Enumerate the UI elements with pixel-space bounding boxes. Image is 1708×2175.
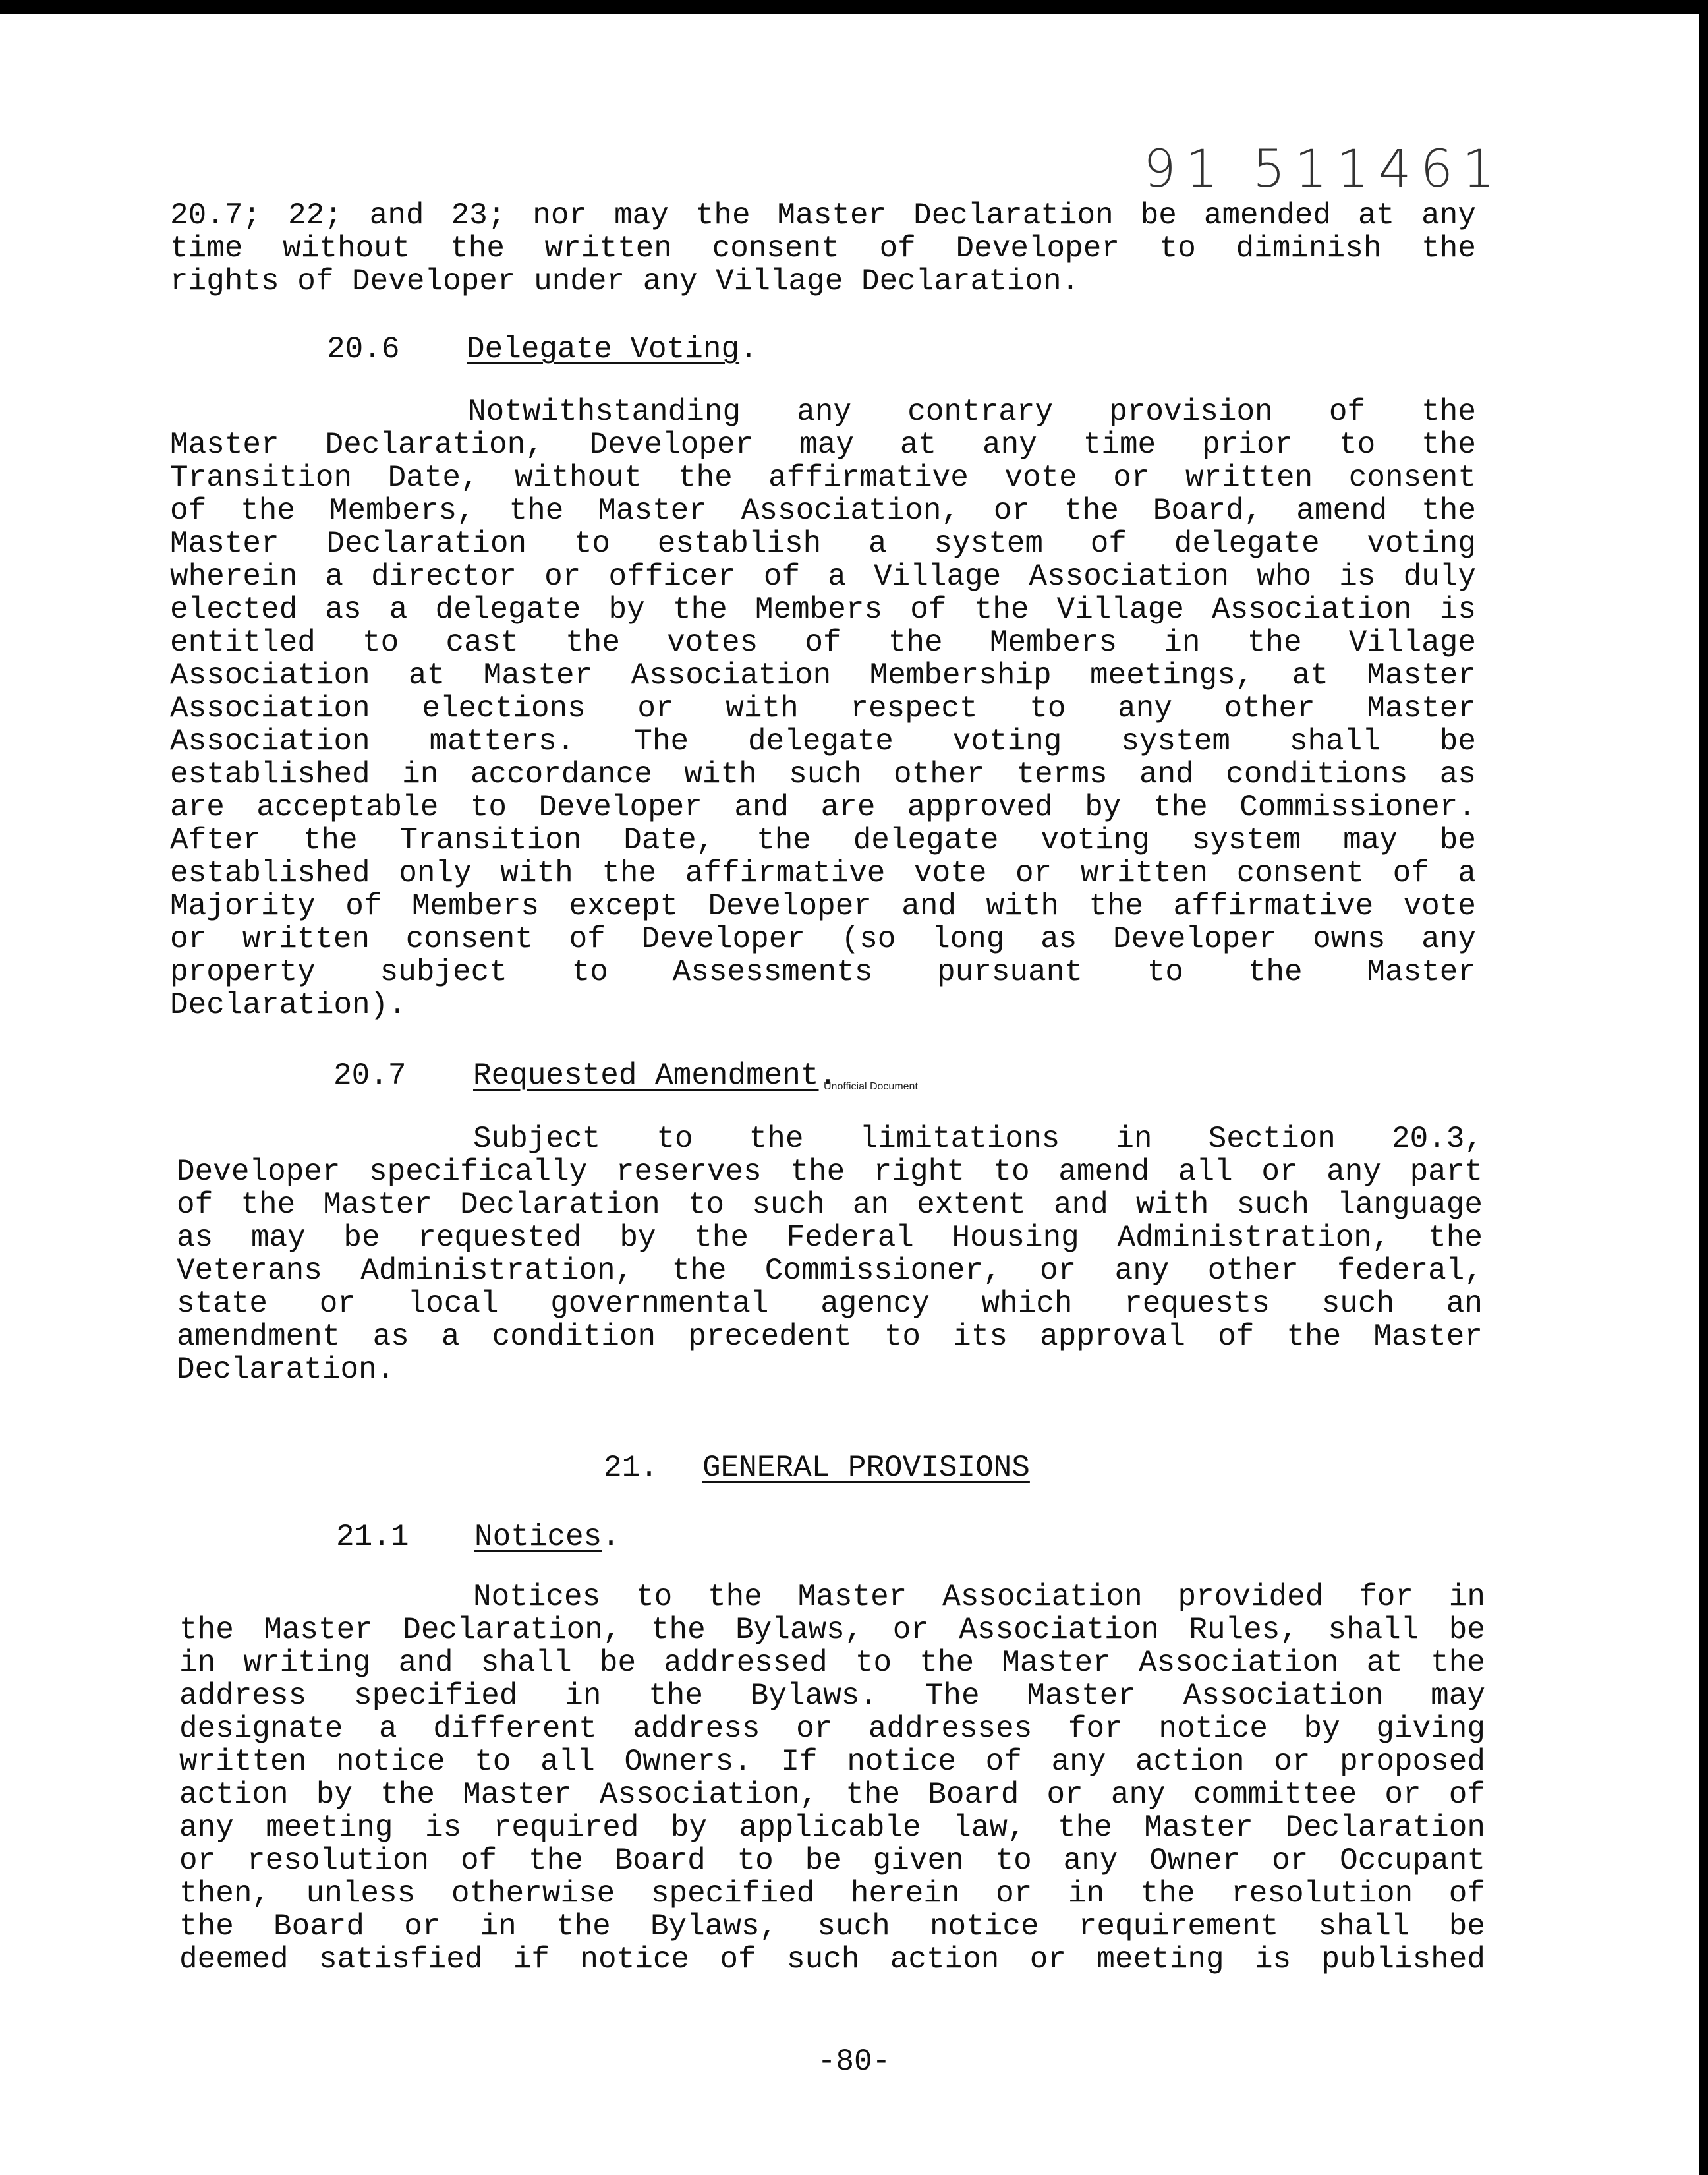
paragraph-line: Association elections or with respect to any other Master [170,691,1476,726]
paragraph-line: address specified in the Bylaws. The Master Association may [179,1679,1485,1713]
section-number: 20.7 [333,1058,407,1093]
paragraph-line: the Board or in the Bylaws, such notice requirement shall be [179,1909,1485,1944]
paragraph-line: Master Declaration, Developer may at any time prior to the [170,428,1476,462]
section-number: 21. [604,1451,658,1485]
paragraph-line: state or local governmental agency which requests such an [177,1287,1483,1321]
paragraph-line: then, unless otherwise specified herein or in the resolution of [179,1876,1485,1911]
paragraph-line: wherein a director or officer of a Village Association who is duly [170,560,1476,594]
paragraph-line: rights of Developer under any Village Declaration. [170,264,1080,299]
paragraph-line: Subject to the limitations in Section 20.3, [473,1122,1483,1156]
section-number: 20.6 [327,332,400,366]
section-20-7-body [177,1122,1483,1386]
paragraph-line: any meeting is required by applicable law, the Master Declaration [179,1811,1485,1845]
paragraph-line: Developer specifically reserves the right to amend all or any part [177,1155,1483,1189]
continuation-paragraph [170,199,1476,298]
paragraph-line: or resolution of the Board to be given to any Owner or Occupant [179,1843,1485,1878]
paragraph-line: entitled to cast the votes of the Members in the Village [170,625,1476,660]
paragraph-line: 20.7; 22; and 23; nor may the Master Declaration be amended at any [170,198,1476,233]
paragraph-line: Notices to the Master Association provided for in [473,1580,1485,1614]
paragraph-line: established only with the affirmative vote or written consent of a [170,856,1476,890]
paragraph-line: are acceptable to Developer and are approved by the Commissioner. [170,790,1476,825]
section-heading-20-6 [327,333,758,366]
unofficial-document-watermark: Unofficial Document [824,1081,918,1092]
section-title-suffix: . [818,1058,838,1093]
handwritten-document-number: 91 511461 [1143,140,1504,199]
section-21-1-body [179,1580,1485,1976]
section-title-suffix: . [602,1520,620,1554]
paragraph-line: Master Declaration to establish a system of delegate voting [170,527,1476,561]
paragraph-line: amendment as a condition precedent to its approval of the Master [177,1320,1483,1354]
scan-right-border [1699,0,1708,2175]
paragraph-line: the Master Declaration, the Bylaws, or Association Rules, shall be [179,1613,1485,1647]
section-title: Notices [474,1520,602,1554]
paragraph-line: established in accordance with such other terms and conditions as [170,757,1476,792]
paragraph-line: Veterans Administration, the Commissioner, or any other federal, [177,1254,1483,1288]
paragraph-line: After the Transition Date, the delegate voting system may be [170,823,1476,857]
section-title: Delegate Voting [467,332,740,366]
page-number: -80- [817,2044,891,2079]
section-heading-20-7 [333,1059,837,1092]
scan-top-border [0,0,1708,14]
section-heading-21-1 [336,1521,620,1553]
section-title: Requested Amendment [473,1058,819,1093]
paragraph-line: action by the Master Association, the Board or any committee or of [179,1778,1485,1812]
paragraph-line: Declaration. [177,1352,395,1387]
paragraph-line: in writing and shall be addressed to the Master Association at the [179,1646,1485,1680]
section-number: 21.1 [336,1520,409,1554]
paragraph-line: Association at Master Association Membership meetings, at Master [170,658,1476,693]
paragraph-line: or written consent of Developer (so long as Developer owns any [170,922,1476,956]
paragraph-line: Association matters. The delegate voting system shall be [170,724,1476,759]
section-title-suffix: . [739,332,758,366]
paragraph-line: Declaration). [170,988,407,1022]
paragraph-line: of the Master Declaration to such an extent and with such language [177,1188,1483,1222]
paragraph-line: designate a different address or addresses for notice by giving [179,1712,1485,1746]
section-title: GENERAL PROVISIONS [702,1451,1030,1485]
paragraph-line: as may be requested by the Federal Housing Administration, the [177,1221,1483,1255]
paragraph-line: Transition Date, without the affirmative vote or written consent [170,461,1476,495]
paragraph-line: time without the written consent of Developer to diminish the [170,231,1476,266]
section-20-6-body [170,395,1476,1022]
paragraph-line: elected as a delegate by the Members of the Village Association is [170,593,1476,627]
paragraph-line: written notice to all Owners. If notice of any action or proposed [179,1745,1485,1779]
paragraph-line: deemed satisfied if notice of such action or meeting is published [179,1942,1485,1977]
paragraph-line: property subject to Assessments pursuant to the Master [170,955,1476,989]
section-heading-21 [604,1451,1030,1484]
paragraph-line: Notwithstanding any contrary provision of the [468,395,1476,429]
paragraph-line: of the Members, the Master Association, or the Board, amend the [170,494,1476,528]
paragraph-line: Majority of Members except Developer and with the affirmative vote [170,889,1476,923]
